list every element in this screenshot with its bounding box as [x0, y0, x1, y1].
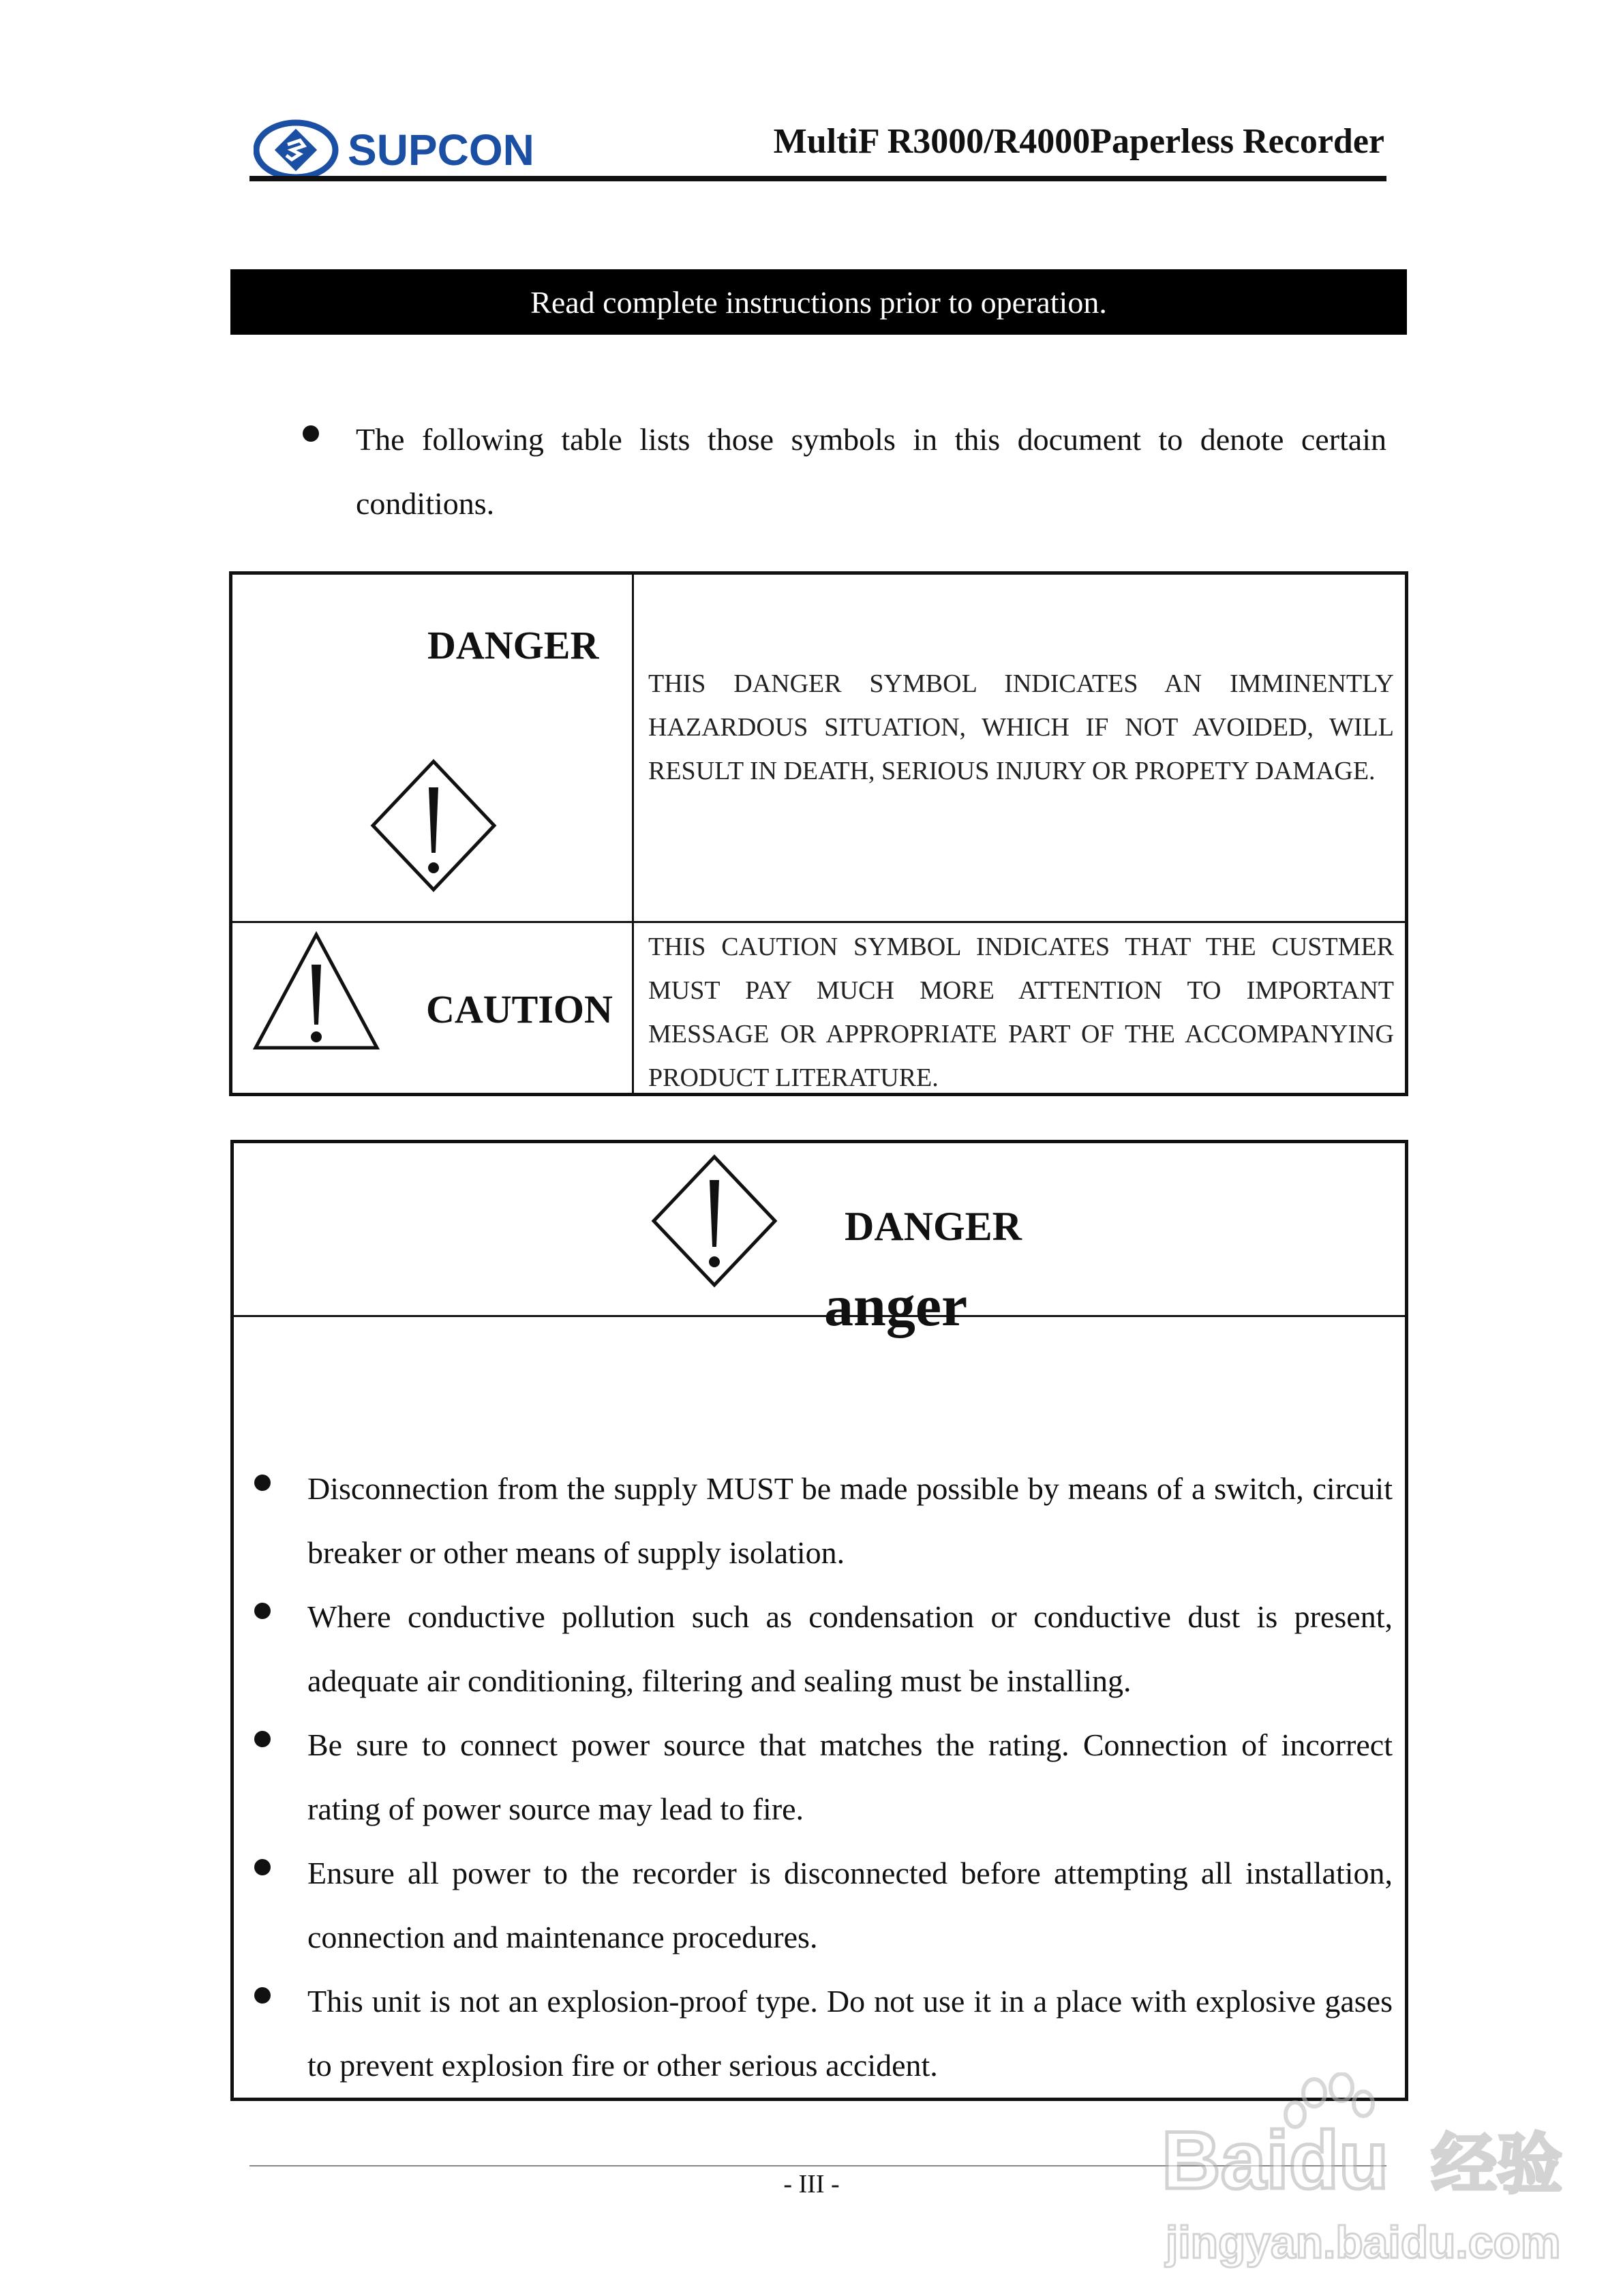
- bullet-icon: [254, 1987, 271, 2004]
- list-item: Ensure all power to the recorder is disconnected before attempting all installation, connection and maintenance procedures.: [307, 1856, 1393, 1954]
- document-title: MultiF R3000/R4000Paperless Recorder: [773, 122, 1384, 161]
- bullet-icon: [254, 1603, 271, 1619]
- symbols-table: [229, 571, 1408, 1096]
- page-number: - III -: [783, 2170, 840, 2199]
- danger-box-title: DANGER: [845, 1204, 1022, 1249]
- danger-box-divider: [234, 1315, 1405, 1317]
- table-divider: [632, 575, 634, 1093]
- list-item: This unit is not an explosion-proof type. Do not use it in a place with explosive gases to prevent explosion fire or other serious accident.: [307, 1984, 1393, 2083]
- danger-label: DANGER: [427, 623, 599, 667]
- danger-description: THIS DANGER SYMBOL INDICATES AN IMMINENTLY HAZARDOUS SITUATION, WHICH IF NOT AVOIDED, WILL RESULT IN DEATH, SERIOUS INJURY OR PROPETY DAMAGE.: [648, 669, 1394, 785]
- svg-text:Baidu: Baidu: [1162, 2115, 1389, 2206]
- bullet-icon: [254, 1859, 271, 1875]
- danger-box-overlap-text: anger: [824, 1273, 968, 1338]
- list-item: Where conductive pollution such as condensation or conductive dust is present, adequate air conditioning, filtering and sealing must be installing.: [307, 1599, 1393, 1698]
- header-rule: [249, 176, 1386, 181]
- list-item: Disconnection from the supply MUST be made possible by means of a switch, circuit breaker or other means of supply isolation.: [307, 1471, 1393, 1570]
- caution-description: THIS CAUTION SYMBOL INDICATES THAT THE CUSTMER MUST PAY MUCH MORE ATTENTION TO IMPORTANT MESSAGE OR APPROPRIATE PART OF THE ACCOMPANYING PRODUCT LITERATURE.: [648, 933, 1394, 1092]
- danger-box: [230, 1140, 1408, 2101]
- baidu-watermark: [1159, 2072, 1581, 2277]
- list-item: Be sure to connect power source that matches the rating. Connection of incorrect rating of power source may lead to fire.: [307, 1727, 1393, 1826]
- brand-name: SUPCON: [348, 125, 534, 175]
- bullet-icon: [254, 1731, 271, 1747]
- warning-diamond-icon: [369, 759, 498, 896]
- warning-diamond-icon: [650, 1154, 779, 1291]
- bullet-icon: [254, 1475, 271, 1491]
- table-divider: [232, 921, 1405, 923]
- svg-text:jingyan.baidu.com: jingyan.baidu.com: [1166, 2217, 1561, 2267]
- warning-triangle-icon: [252, 931, 381, 1055]
- instruction-banner: Read complete instructions prior to operation.: [230, 269, 1407, 335]
- intro-paragraph: The following table lists those symbols in this document to denote certain conditions.: [356, 422, 1386, 521]
- caution-label: CAUTION: [426, 987, 613, 1031]
- bullet-icon: [303, 425, 319, 442]
- svg-text:经验: 经验: [1431, 2126, 1562, 2203]
- supcon-logo: [254, 116, 608, 184]
